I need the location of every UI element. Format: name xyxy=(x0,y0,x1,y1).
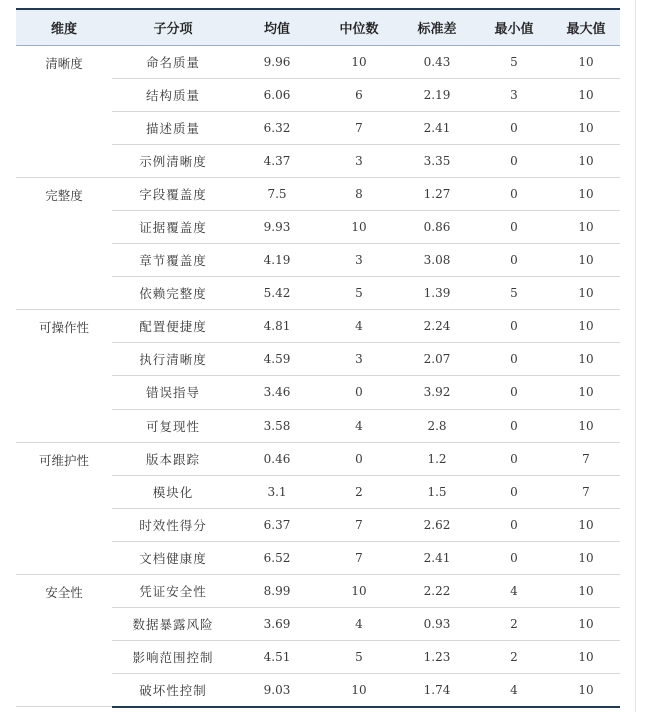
table-row xyxy=(16,641,620,674)
cell-dimension xyxy=(16,508,112,541)
cell-sub-item: 影响范围控制 xyxy=(112,641,234,674)
cell-std: 2.19 xyxy=(398,78,476,111)
table-row xyxy=(16,376,620,409)
cell-mean: 3.69 xyxy=(234,608,320,641)
cell-median: 3 xyxy=(320,144,398,177)
cell-min: 0 xyxy=(476,210,552,243)
cell-median: 3 xyxy=(320,343,398,376)
cell-min: 2 xyxy=(476,608,552,641)
cell-std: 1.39 xyxy=(398,277,476,310)
cell-dimension xyxy=(16,78,112,111)
cell-sub-item: 数据暴露风险 xyxy=(112,608,234,641)
cell-median: 0 xyxy=(320,376,398,409)
cell-min: 0 xyxy=(476,442,552,475)
cell-sub-item: 时效性得分 xyxy=(112,508,234,541)
cell-median: 4 xyxy=(320,310,398,343)
cell-min: 2 xyxy=(476,641,552,674)
cell-sub-item: 执行清晰度 xyxy=(112,343,234,376)
cell-median: 8 xyxy=(320,177,398,210)
cell-min: 0 xyxy=(476,376,552,409)
cell-std: 1.23 xyxy=(398,641,476,674)
cell-sub-item: 版本跟踪 xyxy=(112,442,234,475)
table-row xyxy=(16,45,620,78)
table-row xyxy=(16,409,620,442)
cell-min: 5 xyxy=(476,45,552,78)
cell-mean: 6.06 xyxy=(234,78,320,111)
table-row xyxy=(16,541,620,574)
cell-sub-item: 依赖完整度 xyxy=(112,277,234,310)
cell-mean: 9.93 xyxy=(234,210,320,243)
cell-std: 2.24 xyxy=(398,310,476,343)
page-edge-divider xyxy=(635,0,636,712)
cell-min: 0 xyxy=(476,177,552,210)
cell-dimension xyxy=(16,541,112,574)
cell-sub-item: 凭证安全性 xyxy=(112,575,234,608)
cell-dimension: 完整度 xyxy=(45,187,83,203)
cell-min: 0 xyxy=(476,310,552,343)
cell-dimension xyxy=(16,210,112,243)
table-row xyxy=(16,575,620,608)
cell-max: 10 xyxy=(552,78,620,111)
table-row xyxy=(16,177,620,210)
cell-max: 10 xyxy=(552,508,620,541)
cell-mean: 9.96 xyxy=(234,45,320,78)
cell-std: 3.35 xyxy=(398,144,476,177)
cell-std: 2.62 xyxy=(398,508,476,541)
table-row xyxy=(16,144,620,177)
header-dimension: 维度 xyxy=(16,9,112,45)
cell-max: 10 xyxy=(552,376,620,409)
cell-dimension xyxy=(16,409,112,442)
table-row xyxy=(16,608,620,641)
cell-mean: 4.19 xyxy=(234,244,320,277)
cell-max: 7 xyxy=(552,475,620,508)
cell-max: 10 xyxy=(552,343,620,376)
table-row xyxy=(16,475,620,508)
cell-min: 3 xyxy=(476,78,552,111)
table-row xyxy=(16,111,620,144)
cell-std: 0.93 xyxy=(398,608,476,641)
header-std: 标准差 xyxy=(398,9,476,45)
cell-mean: 3.46 xyxy=(234,376,320,409)
cell-std: 1.74 xyxy=(398,674,476,707)
table-row xyxy=(16,210,620,243)
cell-sub-item: 破坏性控制 xyxy=(112,674,234,707)
cell-median: 3 xyxy=(320,244,398,277)
cell-median: 7 xyxy=(320,111,398,144)
cell-dimension: 清晰度 xyxy=(45,55,83,71)
cell-sub-item: 文档健康度 xyxy=(112,541,234,574)
cell-median: 10 xyxy=(320,674,398,707)
cell-mean: 6.37 xyxy=(234,508,320,541)
table-row xyxy=(16,674,620,707)
cell-max: 10 xyxy=(552,210,620,243)
cell-dimension xyxy=(16,244,112,277)
cell-mean: 3.1 xyxy=(234,475,320,508)
cell-dimension xyxy=(16,343,112,376)
cell-std: 2.41 xyxy=(398,111,476,144)
table-body xyxy=(16,45,620,707)
cell-sub-item: 配置便捷度 xyxy=(112,310,234,343)
cell-mean: 7.5 xyxy=(234,177,320,210)
cell-mean: 4.51 xyxy=(234,641,320,674)
table-row xyxy=(16,277,620,310)
cell-max: 10 xyxy=(552,45,620,78)
cell-median: 5 xyxy=(320,277,398,310)
cell-median: 4 xyxy=(320,409,398,442)
cell-std: 2.22 xyxy=(398,575,476,608)
cell-std: 1.5 xyxy=(398,475,476,508)
cell-min: 0 xyxy=(476,475,552,508)
cell-mean: 5.42 xyxy=(234,277,320,310)
table-row xyxy=(16,78,620,111)
cell-min: 4 xyxy=(476,674,552,707)
cell-sub-item: 示例清晰度 xyxy=(112,144,234,177)
cell-max: 10 xyxy=(552,244,620,277)
cell-min: 0 xyxy=(476,244,552,277)
cell-std: 2.41 xyxy=(398,541,476,574)
cell-mean: 4.81 xyxy=(234,310,320,343)
cell-sub-item: 模块化 xyxy=(112,475,234,508)
cell-median: 10 xyxy=(320,210,398,243)
stats-table-container xyxy=(16,8,620,708)
cell-median: 6 xyxy=(320,78,398,111)
header-sub-item: 子分项 xyxy=(112,9,234,45)
cell-mean: 6.52 xyxy=(234,541,320,574)
cell-dimension xyxy=(16,277,112,310)
cell-min: 0 xyxy=(476,343,552,376)
cell-dimension xyxy=(16,608,112,641)
cell-max: 10 xyxy=(552,310,620,343)
cell-max: 10 xyxy=(552,177,620,210)
cell-dimension: 可维护性 xyxy=(38,452,89,468)
cell-max: 10 xyxy=(552,674,620,707)
table-header xyxy=(16,9,620,45)
cell-dimension: 安全性 xyxy=(45,585,83,600)
cell-median: 10 xyxy=(320,575,398,608)
cell-median: 10 xyxy=(320,45,398,78)
cell-dimension xyxy=(16,376,112,409)
cell-mean: 6.32 xyxy=(234,111,320,144)
cell-min: 0 xyxy=(476,541,552,574)
table-row xyxy=(16,442,620,475)
table-row xyxy=(16,343,620,376)
table-row xyxy=(16,244,620,277)
cell-dimension xyxy=(16,111,112,144)
table-row xyxy=(16,310,620,343)
cell-sub-item: 字段覆盖度 xyxy=(112,177,234,210)
cell-min: 0 xyxy=(476,409,552,442)
cell-max: 10 xyxy=(552,277,620,310)
cell-mean: 3.58 xyxy=(234,409,320,442)
cell-max: 10 xyxy=(552,111,620,144)
cell-max: 10 xyxy=(552,144,620,177)
cell-dimension xyxy=(16,144,112,177)
cell-std: 3.08 xyxy=(398,244,476,277)
cell-std: 3.92 xyxy=(398,376,476,409)
cell-sub-item: 证据覆盖度 xyxy=(112,210,234,243)
cell-std: 2.07 xyxy=(398,343,476,376)
cell-median: 5 xyxy=(320,641,398,674)
cell-mean: 8.99 xyxy=(234,575,320,608)
cell-dimension: 可操作性 xyxy=(38,320,89,336)
cell-max: 10 xyxy=(552,409,620,442)
header-min: 最小值 xyxy=(476,9,552,45)
cell-dimension xyxy=(16,475,112,508)
cell-sub-item: 描述质量 xyxy=(112,111,234,144)
cell-mean: 9.03 xyxy=(234,674,320,707)
cell-max: 10 xyxy=(552,608,620,641)
cell-median: 7 xyxy=(320,508,398,541)
cell-max: 10 xyxy=(552,641,620,674)
header-row xyxy=(16,9,620,45)
cell-median: 0 xyxy=(320,442,398,475)
cell-std: 0.86 xyxy=(398,210,476,243)
cell-std: 0.43 xyxy=(398,45,476,78)
cell-sub-item: 章节覆盖度 xyxy=(112,244,234,277)
header-median: 中位数 xyxy=(320,9,398,45)
cell-mean: 0.46 xyxy=(234,442,320,475)
cell-mean: 4.59 xyxy=(234,343,320,376)
cell-dimension xyxy=(16,641,112,674)
cell-min: 0 xyxy=(476,508,552,541)
cell-median: 4 xyxy=(320,608,398,641)
cell-min: 0 xyxy=(476,144,552,177)
cell-median: 7 xyxy=(320,541,398,574)
cell-sub-item: 命名质量 xyxy=(112,45,234,78)
table-row xyxy=(16,508,620,541)
cell-std: 2.8 xyxy=(398,409,476,442)
cell-dimension xyxy=(16,674,112,707)
stats-table xyxy=(16,8,620,708)
cell-std: 1.2 xyxy=(398,442,476,475)
cell-min: 4 xyxy=(476,575,552,608)
header-max: 最大值 xyxy=(552,9,620,45)
cell-min: 0 xyxy=(476,111,552,144)
cell-mean: 4.37 xyxy=(234,144,320,177)
cell-median: 2 xyxy=(320,475,398,508)
cell-sub-item: 错误指导 xyxy=(112,376,234,409)
cell-max: 10 xyxy=(552,541,620,574)
cell-max: 7 xyxy=(552,442,620,475)
cell-max: 10 xyxy=(552,575,620,608)
cell-std: 1.27 xyxy=(398,177,476,210)
header-mean: 均值 xyxy=(234,9,320,45)
cell-sub-item: 结构质量 xyxy=(112,78,234,111)
cell-sub-item: 可复现性 xyxy=(112,409,234,442)
cell-min: 5 xyxy=(476,277,552,310)
